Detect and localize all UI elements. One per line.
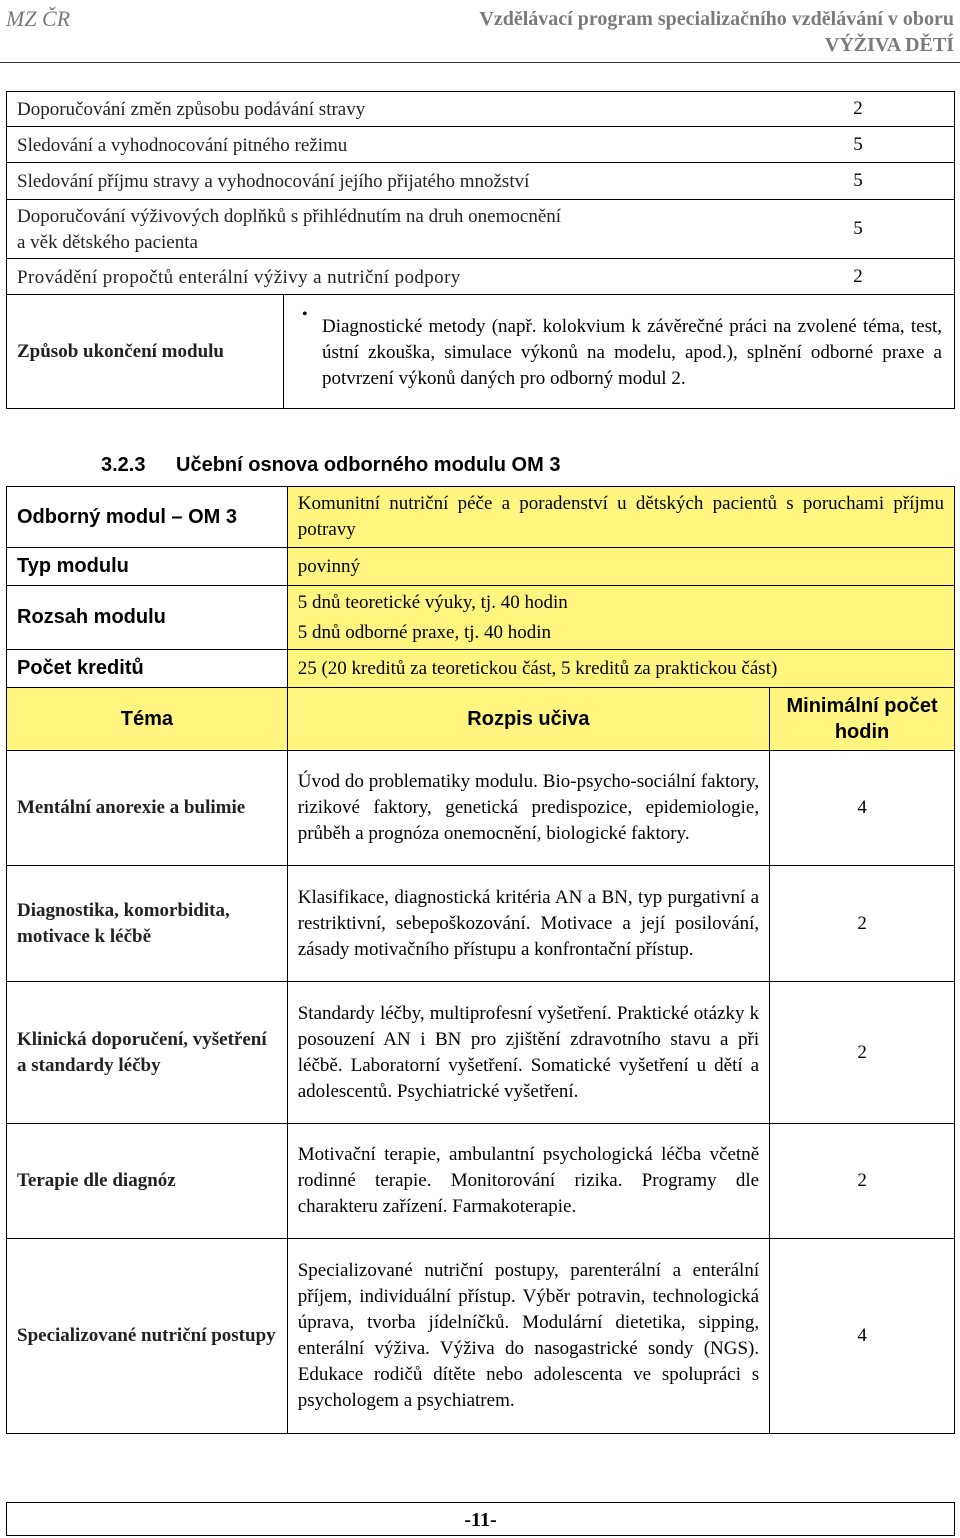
page-header [0, 0, 960, 62]
module-scope-value [287, 586, 954, 650]
completion-row [7, 295, 955, 409]
content-cell: Standardy léčby, multiprofesní vyšetření. Praktické otázky k posouzení AN i BN pro zjištění zdravotního stavu a při léčbě. Laboratorní vyšetření. Somatické vyšetření u dětí a adolescentů. Psychiatrické vyšetření. [287, 982, 769, 1124]
count-cell: 2 [762, 92, 955, 127]
table-row [7, 866, 955, 982]
document-title [479, 6, 954, 58]
hours-cell: 4 [770, 751, 955, 866]
topic-cell: Terapie dle diagnóz [7, 1124, 288, 1239]
module-scope-label: Rozsah modulu [7, 586, 288, 650]
count-cell: 2 [762, 259, 955, 295]
module-type-label: Typ modulu [7, 548, 288, 586]
table-row [7, 92, 955, 127]
section-number: 3.2.3 [101, 454, 146, 476]
count-cell: 5 [762, 200, 955, 259]
topic-cell: Klinická doporučení, vyšetření a standardy léčby [7, 982, 288, 1124]
section-title: Učební osnova odborného modulu OM 3 [176, 454, 561, 476]
completion-label: Způsob ukončení modulu [7, 295, 284, 409]
header-rule [0, 62, 960, 63]
table-row [7, 259, 955, 295]
module-name-value: Komunitní nutriční péče a poradenství u dětských pacientů s poruchami příjmu potravy [287, 487, 954, 548]
document-title-line2: VÝŽIVA DĚTÍ [824, 34, 954, 56]
header-content: Rozpis učiva [287, 688, 769, 751]
table-row [7, 163, 955, 200]
content-cell: Klasifikace, diagnostická kritéria AN a BN, typ purgativní a restriktivní, sebepoškozování. Motivace a její posilování, zásady motivačního přístupu a konfrontační přístup. [287, 866, 769, 982]
bullet-icon: • [302, 306, 308, 323]
document-title-line1: Vzdělávací program specializačního vzdělávání v oboru [479, 8, 954, 30]
module-scope-row [7, 586, 955, 650]
hours-cell: 2 [770, 866, 955, 982]
activity-cell: Doporučování změn způsobu podávání stravy [7, 92, 763, 127]
module-credits-row [7, 650, 955, 688]
hours-cell: 2 [770, 1124, 955, 1239]
scope-line-2: 5 dnů odborné praxe, tj. 40 hodin [297, 621, 552, 643]
module-credits-value: 25 (20 kreditů za teoretickou část, 5 kreditů za praktickou část) [287, 650, 954, 688]
count-cell: 5 [762, 163, 955, 200]
curriculum-header-row [7, 688, 955, 751]
header-hours: Minimální počet hodin [770, 688, 955, 751]
activity-cell: Sledování příjmu stravy a vyhodnocování jejího přijatého množství [7, 163, 763, 200]
content-cell: Motivační terapie, ambulantní psychologická léčba včetně rodinné terapie. Monitorování rizika. Programy dle charakteru zařízení. Farmakoterapie. [287, 1124, 769, 1239]
table-row [7, 982, 955, 1124]
completion-text-cell [284, 295, 955, 409]
module-credits-label: Počet kreditů [7, 650, 288, 688]
completion-text: Diagnostické metody (např. kolokvium k závěrečné práci na zvolené téma, test, ústní zkouška, simulace výkonů na modelu, apod.), splnění odborné praxe a potvrzení výkonů daných pro odborný modul 2. [322, 315, 942, 389]
topic-cell: Specializované nutriční postupy [7, 1239, 288, 1434]
activities-table [6, 91, 955, 409]
topic-cell: Mentální anorexie a bulimie [7, 751, 288, 866]
hours-cell: 4 [770, 1239, 955, 1434]
table-row [7, 751, 955, 866]
module-type-row [7, 548, 955, 586]
module-name-label: Odborný modul – OM 3 [7, 487, 288, 548]
table-row [7, 1124, 955, 1239]
count-cell: 5 [762, 127, 955, 163]
ministry-label: MZ ČR [6, 6, 71, 31]
content-cell: Specializované nutriční postupy, parenterální a enterální příjem, individuální přístup. Výběr potravin, technologická úprava, tvorba jídelníčků. Modulární dietetika, sipping, enterální výživa. Výživa do nasogastrické sondy (NGS). Edukace rodičů dítěte nebo adolescenta ve spolupráci s psychologem a psychiatrem. [287, 1239, 769, 1434]
module-name-row [7, 487, 955, 548]
table-row [7, 1239, 955, 1434]
section-heading [101, 454, 560, 477]
content-cell: Úvod do problematiky modulu. Bio-psycho-sociální faktory, rizikové faktory, genetická predispozice, epidemiologie, průběh a prognóza onemocnění, biologické faktory. [287, 751, 769, 866]
hours-cell: 2 [770, 982, 955, 1124]
module-type-value: povinný [287, 548, 954, 586]
topic-cell: Diagnostika, komorbidita, motivace k léčbě [7, 866, 288, 982]
page-number: -11- [6, 1502, 955, 1536]
scope-line-1: 5 dnů teoretické výuky, tj. 40 hodin [297, 591, 568, 613]
module-table [6, 486, 955, 1434]
header-topic: Téma [7, 688, 288, 751]
activity-cell: Doporučování výživových doplňků s přihlédnutím na druh onemocnění a věk dětského pacienta [7, 200, 763, 259]
table-row [7, 127, 955, 163]
table-row [7, 200, 955, 259]
activity-cell: Sledování a vyhodnocování pitného režimu [7, 127, 763, 163]
activity-cell: Provádění propočtů enterální výživy a nutriční podpory [7, 259, 763, 295]
